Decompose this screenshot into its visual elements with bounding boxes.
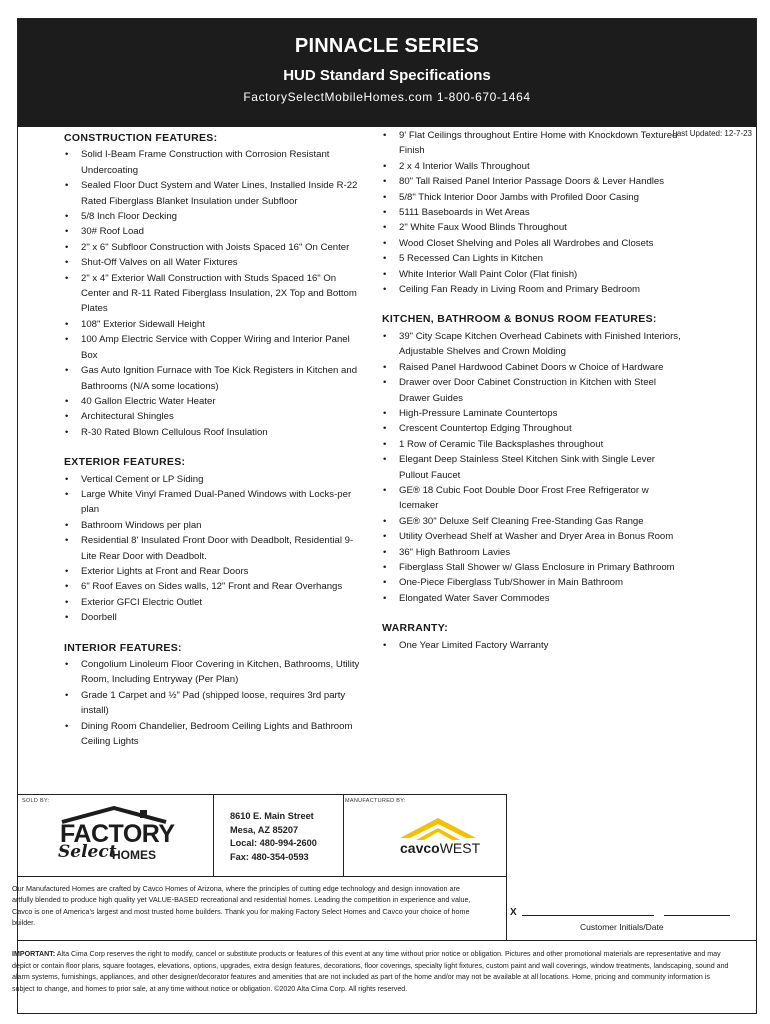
cavco-roof-icon — [398, 814, 478, 842]
kitchen-title: KITCHEN, BATHROOM & BONUS ROOM FEATURES: — [382, 313, 657, 326]
list-item: • Bathroom Windows per plan — [64, 518, 364, 533]
legal-text: Alta Cima Corp reserves the right to modify, cancel or substitute products or features of this event at any time without prior notice or obligation. Pictures and other promotional materials are representative and may depict or contain floor plans, square footages, elevations, options, upgrades, extra design features, decorations, floor coverings, specialty light fixtures, custom paint and wall coverings, window treatments, landscaping, sound and alarm systems, furnishings, appliances, and other designer/decorator features and amenities that are not included as part of the home and/or may not be available at all locations. Home, pricing and community information is subject to change, and homes to prior sale, at any time without notice or obligation. ©2020 Alta Cima Corp. All rights reserved. — [12, 950, 729, 993]
footer-top-rule — [17, 794, 507, 795]
about-paragraph: Our Manufactured Homes are crafted by Cavco Homes of Arizona, where the principles of cutting edge technology and design innovation are artfully blended to produce high quality yet VALUE-BASED recreational and residential homes. Leading the competition in experience and value, Cavco is one of America's largest and most trusted home builders. Thank you for making Factory Select Homes and Cavco your choice of home builder. — [12, 884, 471, 927]
select-logo-word: Select — [58, 842, 117, 862]
list-item: • High-Pressure Laminate Countertops — [382, 406, 682, 421]
list-item: • Shut-Off Valves on all Water Fixtures — [64, 255, 364, 270]
list-item: • Doorbell — [64, 610, 364, 625]
list-item: • Fiberglass Stall Shower w/ Glass Enclosure in Primary Bathroom — [382, 560, 682, 575]
list-item: • Exterior Lights at Front and Rear Doors — [64, 564, 364, 579]
construction-title: CONSTRUCTION FEATURES: — [64, 132, 218, 144]
spec-subtitle: HUD Standard Specifications — [283, 67, 491, 84]
interior-cont-list — [382, 128, 682, 297]
interior-title: INTERIOR FEATURES: — [64, 641, 182, 654]
legal-important: IMPORTANT: — [12, 950, 56, 958]
list-item: • Utility Overhead Shelf at Washer and Dryer Area in Bonus Room — [382, 529, 682, 544]
footer-divider-1 — [213, 794, 214, 876]
list-item: • 40 Gallon Electric Water Heater — [64, 394, 364, 409]
sold-by-label: SOLD BY: — [22, 798, 50, 804]
list-item: • Congolium Linoleum Floor Covering in Kitchen, Bathrooms, Utility Room, Including Entryway (Per Plan) — [64, 657, 364, 688]
list-item: • Elongated Water Saver Commodes — [382, 591, 682, 606]
list-item: • Sealed Floor Duct System and Water Lines, Installed Inside R-22 Rated Fiberglass Blanket Insulation under Subfloor — [64, 178, 364, 209]
list-item: • 30# Roof Load — [64, 224, 364, 239]
list-item: • 2" x 4" Exterior Wall Construction with Studs Spaced 16" On Center and R-11 Rated Fiberglass Insulation, 2X Top and Bottom Plates — [64, 271, 364, 317]
list-item: • GE® 18 Cubic Foot Double Door Frost Free Refrigerator w Icemaker — [382, 483, 682, 514]
warranty-section — [382, 621, 682, 653]
warranty-list — [382, 638, 682, 653]
footer-mid-rule — [17, 876, 507, 877]
list-item: • One-Piece Fiberglass Tub/Shower in Main Bathroom — [382, 575, 682, 590]
list-item: • 2" x 6" Subfloor Construction with Joists Spaced 16" On Center — [64, 240, 364, 255]
list-item: • 5111 Baseboards in Wet Areas — [382, 205, 682, 220]
list-item: • Wood Closet Shelving and Poles all Wardrobes and Closets — [382, 236, 682, 251]
list-item: • Drawer over Door Cabinet Construction in Kitchen with Steel Drawer Guides — [382, 375, 682, 406]
manufactured-by-label: MANUFACTURED BY: — [345, 798, 406, 804]
list-item: • Solid I-Beam Frame Construction with Corrosion Resistant Undercoating — [64, 147, 364, 178]
list-item: • 2 x 4 Interior Walls Throughout — [382, 159, 682, 174]
list-item: • GE® 30" Deluxe Self Cleaning Free-Standing Gas Range — [382, 514, 682, 529]
list-item: • 5/8" Thick Interior Door Jambs with Profiled Door Casing — [382, 190, 682, 205]
list-item: • Exterior GFCI Electric Outlet — [64, 595, 364, 610]
list-item: • Residential 8' Insulated Front Door with Deadbolt, Residential 9-Lite Rear Door with Deadbolt. — [64, 533, 364, 564]
list-item: • Dining Room Chandelier, Bedroom Ceiling Lights and Bathroom Ceiling Lights — [64, 719, 364, 750]
construction-list — [64, 147, 364, 440]
interior-section — [64, 641, 364, 750]
list-item: • Grade 1 Carpet and ½" Pad (shipped loose, requires 3rd party install) — [64, 688, 364, 719]
list-item: • White Interior Wall Paint Color (Flat finish) — [382, 267, 682, 282]
left-column — [64, 131, 364, 764]
signature-line[interactable] — [522, 915, 654, 916]
list-item: • Raised Panel Hardwood Cabinet Doors w Choice of Hardware — [382, 360, 682, 375]
footer-legal-rule — [17, 940, 757, 941]
list-item: • 2" White Faux Wood Blinds Throughout — [382, 220, 682, 235]
west-logo-word: WEST — [439, 840, 481, 856]
list-item: • 80" Tall Raised Panel Interior Passage Doors & Lever Handles — [382, 174, 682, 189]
contact-line: FactorySelectMobileHomes.com 1-800-670-1464 — [243, 90, 531, 104]
list-item: • 6" Roof Eaves on Sides walls, 12" Front and Rear Overhangs — [64, 579, 364, 594]
header-banner — [18, 19, 756, 127]
fax-line: Fax: 480-354-0593 — [230, 851, 309, 862]
list-item: • R-30 Rated Blown Cellulous Roof Insulation — [64, 425, 364, 440]
list-item: • 1 Row of Ceramic Tile Backsplashes throughout — [382, 437, 682, 452]
exterior-list — [64, 472, 364, 626]
series-title: PINNACLE SERIES — [294, 35, 480, 57]
kitchen-section — [382, 312, 682, 606]
list-item: • Large White Vinyl Framed Dual-Paned Windows with Locks-per plan — [64, 487, 364, 518]
list-item: • 108" Exterior Sidewall Height — [64, 317, 364, 332]
last-updated: Last Updated: 12-7-23 — [672, 129, 752, 138]
list-item: • 5 Recessed Can Lights in Kitchen — [382, 251, 682, 266]
legal-disclaimer — [12, 949, 732, 995]
list-item: • Architectural Shingles — [64, 409, 364, 424]
address-line: Mesa, AZ 85207 — [230, 824, 299, 835]
footer-divider-2 — [343, 794, 344, 876]
footer-divider-3 — [506, 794, 507, 940]
list-item: • Vertical Cement or LP Siding — [64, 472, 364, 487]
interior-cont-section — [382, 128, 682, 297]
kitchen-list — [382, 329, 682, 606]
list-item: • 36" High Bathroom Lavies — [382, 545, 682, 560]
construction-section — [64, 131, 364, 440]
list-item: • Gas Auto Ignition Furnace with Toe Kick Registers in Kitchen and Bathrooms (N/A some locations) — [64, 363, 364, 394]
list-item: • 5/8 Inch Floor Decking — [64, 209, 364, 224]
list-item: • 9' Flat Ceilings throughout Entire Home with Knockdown Textured Finish — [382, 128, 682, 159]
list-item: • One Year Limited Factory Warranty — [382, 638, 682, 653]
list-item: • 39" City Scape Kitchen Overhead Cabinets with Finished Interiors, Adjustable Shelves and Crown Molding — [382, 329, 682, 360]
list-item: • Ceiling Fan Ready in Living Room and Primary Bedroom — [382, 282, 682, 297]
list-item: • Crescent Countertop Edging Throughout — [382, 421, 682, 436]
homes-logo-word: HOMES — [112, 848, 157, 862]
right-column — [382, 128, 682, 668]
phone-line: Local: 480-994-2600 — [230, 838, 317, 848]
list-item: • 100 Amp Electric Service with Copper Wiring and Interior Panel Box — [64, 332, 364, 363]
exterior-title: EXTERIOR FEATURES: — [64, 456, 186, 469]
factory-select-logo — [56, 806, 176, 866]
factory-logo-word: FACTORY — [60, 820, 175, 848]
list-item: • Elegant Deep Stainless Steel Kitchen Sink with Single Lever Pullout Faucet — [382, 452, 682, 483]
warranty-title: WARRANTY: — [382, 622, 449, 635]
address-line: 8610 E. Main Street — [230, 811, 314, 821]
interior-list — [64, 657, 364, 749]
date-line[interactable] — [664, 915, 730, 916]
customer-initials-label: Customer Initials/Date — [580, 922, 664, 932]
dealer-address — [230, 810, 317, 864]
exterior-section — [64, 455, 364, 625]
cavco-west-logo — [398, 814, 480, 860]
signature-x: X — [510, 907, 517, 918]
cavco-logo-word: cavco — [400, 840, 440, 856]
